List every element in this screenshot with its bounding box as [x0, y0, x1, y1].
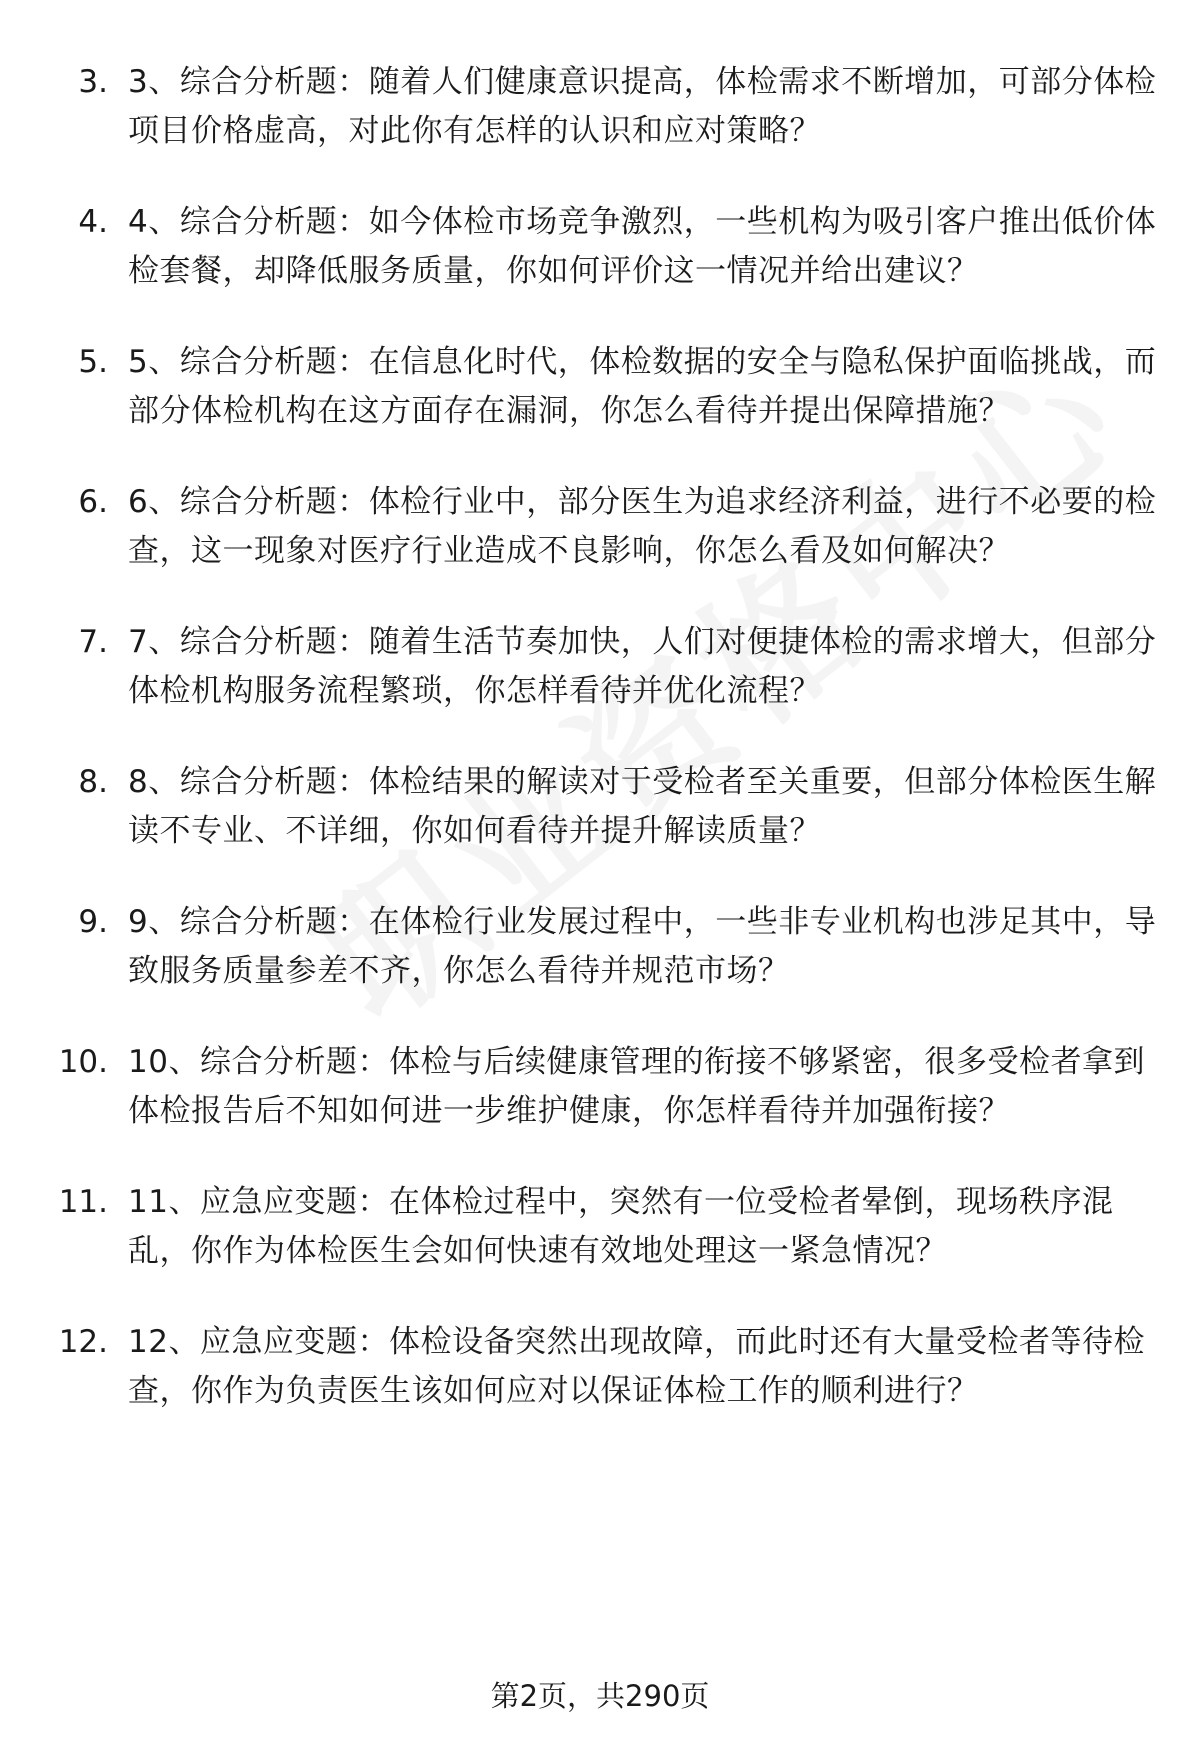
- question-text: 5、综合分析题：在信息化时代，体检数据的安全与隐私保护面临挑战，而部分体检机构在这方面存在漏洞，你怎么看待并提出保障措施？: [128, 344, 1157, 429]
- question-number: 6.: [78, 484, 108, 520]
- question-number: 4.: [78, 204, 108, 240]
- question-item: [0, 898, 1200, 996]
- question-text: 12、应急应变题：体检设备突然出现故障，而此时还有大量受检者等待检查，你作为负责医生该如何应对以保证体检工作的顺利进行？: [128, 1324, 1145, 1409]
- question-number: 3.: [78, 64, 108, 100]
- question-number: 8.: [78, 764, 108, 800]
- question-text: 4、综合分析题：如今体检市场竞争激烈，一些机构为吸引客户推出低价体检套餐，却降低服务质量，你如何评价这一情况并给出建议？: [128, 204, 1157, 289]
- question-item: [0, 1178, 1200, 1276]
- question-number: 12.: [58, 1324, 108, 1360]
- question-text: 3、综合分析题：随着人们健康意识提高，体检需求不断增加，可部分体检项目价格虚高，对此你有怎样的认识和应对策略？: [128, 64, 1157, 149]
- page-footer: 第2页，共290页: [490, 1679, 710, 1713]
- question-item: [0, 618, 1200, 716]
- question-text: 9、综合分析题：在体检行业发展过程中，一些非专业机构也涉足其中，导致服务质量参差不齐，你怎么看待并规范市场？: [128, 904, 1157, 989]
- question-number: 7.: [78, 624, 108, 660]
- question-item: [0, 478, 1200, 576]
- question-text: 11、应急应变题：在体检过程中，突然有一位受检者晕倒，现场秩序混乱，你作为体检医生会如何快速有效地处理这一紧急情况？: [128, 1184, 1114, 1269]
- question-list: [0, 58, 1200, 1458]
- question-item: [0, 338, 1200, 436]
- question-text: 7、综合分析题：随着生活节奏加快，人们对便捷体检的需求增大，但部分体检机构服务流程繁琐，你怎样看待并优化流程？: [128, 624, 1157, 709]
- question-text: 10、综合分析题：体检与后续健康管理的衔接不够紧密，很多受检者拿到体检报告后不知如何进一步维护健康，你怎样看待并加强衔接？: [128, 1044, 1145, 1129]
- question-number: 10.: [58, 1044, 108, 1080]
- question-item: [0, 1318, 1200, 1416]
- question-item: [0, 58, 1200, 156]
- question-item: [0, 758, 1200, 856]
- question-text: 6、综合分析题：体检行业中，部分医生为追求经济利益，进行不必要的检查，这一现象对医疗行业造成不良影响，你怎么看及如何解决？: [128, 484, 1157, 569]
- question-item: [0, 198, 1200, 296]
- question-text: 8、综合分析题：体检结果的解读对于受检者至关重要，但部分体检医生解读不专业、不详细，你如何看待并提升解读质量？: [128, 764, 1157, 849]
- question-number: 9.: [78, 904, 108, 940]
- question-number: 5.: [78, 344, 108, 380]
- question-item: [0, 1038, 1200, 1136]
- question-number: 11.: [58, 1184, 108, 1220]
